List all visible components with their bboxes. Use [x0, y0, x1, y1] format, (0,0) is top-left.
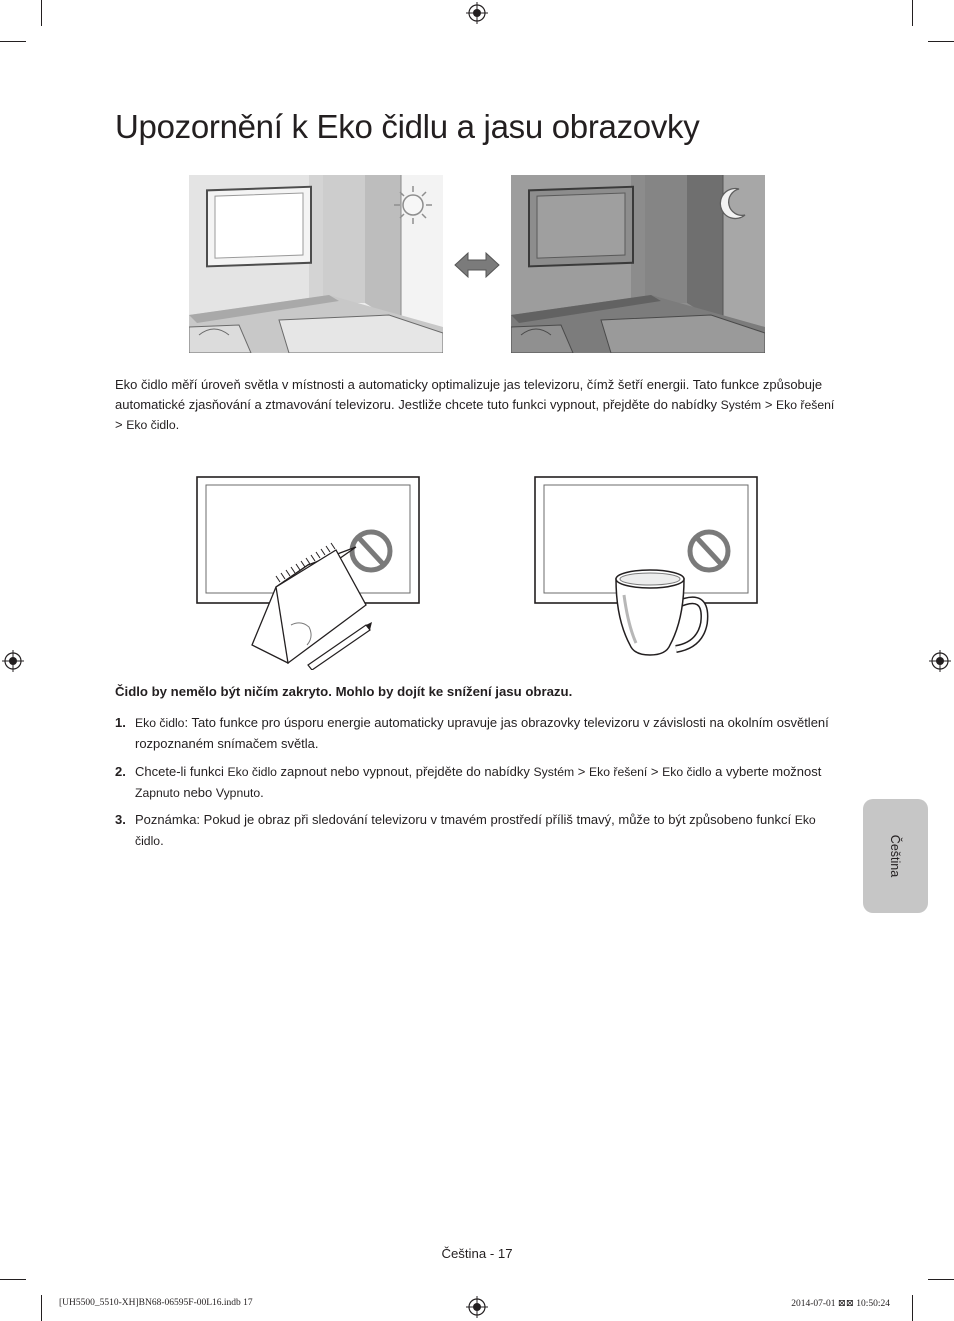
warning-text: Čidlo by nemělo být ničím zakryto. Mohlo by dojít ke snížení jasu obrazu. [115, 684, 573, 699]
crop-mark [0, 1279, 26, 1280]
list-item [115, 713, 835, 753]
registration-mark-icon [466, 1296, 488, 1318]
page-number: Čeština - 17 [441, 1246, 513, 1261]
language-tab-label: Čeština [888, 834, 902, 878]
list-number: 1. [115, 715, 126, 730]
crop-mark [928, 1279, 954, 1280]
menu-path-system: Systém [720, 397, 762, 412]
list-item-text: Poznámka: Pokud je obraz při sledování televizoru v tmavém prostředí příliš tmavý, může to být způsobeno funkcí Eko čidlo. [135, 812, 816, 848]
double-arrow-icon [453, 250, 501, 280]
print-datetime: 2014-07-01 ⊠⊠ 10:50:24 [791, 1299, 890, 1309]
menu-path-eco-solution: Eko řešení [776, 397, 835, 412]
language-tab [863, 799, 928, 913]
registration-mark-icon [929, 650, 951, 672]
page-title: Upozornění k Eko čidlu a jasu obrazovky [115, 108, 700, 145]
list-number: 3. [115, 812, 126, 827]
menu-path-eco-sensor: Eko čidlo [126, 418, 176, 432]
registration-mark-icon [2, 650, 24, 672]
crop-mark [0, 41, 26, 42]
tv-mug-illustration [534, 475, 760, 660]
crop-mark [912, 0, 913, 26]
list-item-text: Chcete-li funkci Eko čidlo zapnout nebo vypnout, přejděte do nabídky Systém > Eko řešení > Eko čidlo a vyberte možnost Zapnuto nebo Vypnuto. [135, 764, 822, 800]
list-item [115, 810, 835, 850]
bright-room-illustration [189, 175, 443, 353]
registration-mark-icon [466, 2, 488, 24]
list-item [115, 762, 835, 802]
print-file-info: [UH5500_5510-XH]BN68-06595F-00L16.indb 17 [59, 1298, 253, 1308]
list-item-text: Eko čidlo: Tato funkce pro úsporu energie automaticky upravuje jas obrazovky televizoru v závislosti na okolním osvětlení rozpoznaném snímačem světla. [135, 715, 829, 751]
dark-room-illustration [511, 175, 765, 353]
intro-paragraph: Eko čidlo měří úroveň světla v místnosti a automaticky optimalizuje jas televizoru, čímž šetří energii. Tato funkce způsobuje automatické zjasňování a ztmavování televizoru. Jestliže chcete tuto funkci vypnout, přejděte do nabídky Systém > Eko řešení > Eko čidlo. [115, 377, 835, 432]
tv-calendar-illustration [196, 475, 422, 670]
crop-mark [41, 0, 42, 26]
crop-mark [912, 1295, 913, 1321]
crop-mark [928, 41, 954, 42]
crop-mark [41, 1295, 42, 1321]
list-number: 2. [115, 764, 126, 779]
